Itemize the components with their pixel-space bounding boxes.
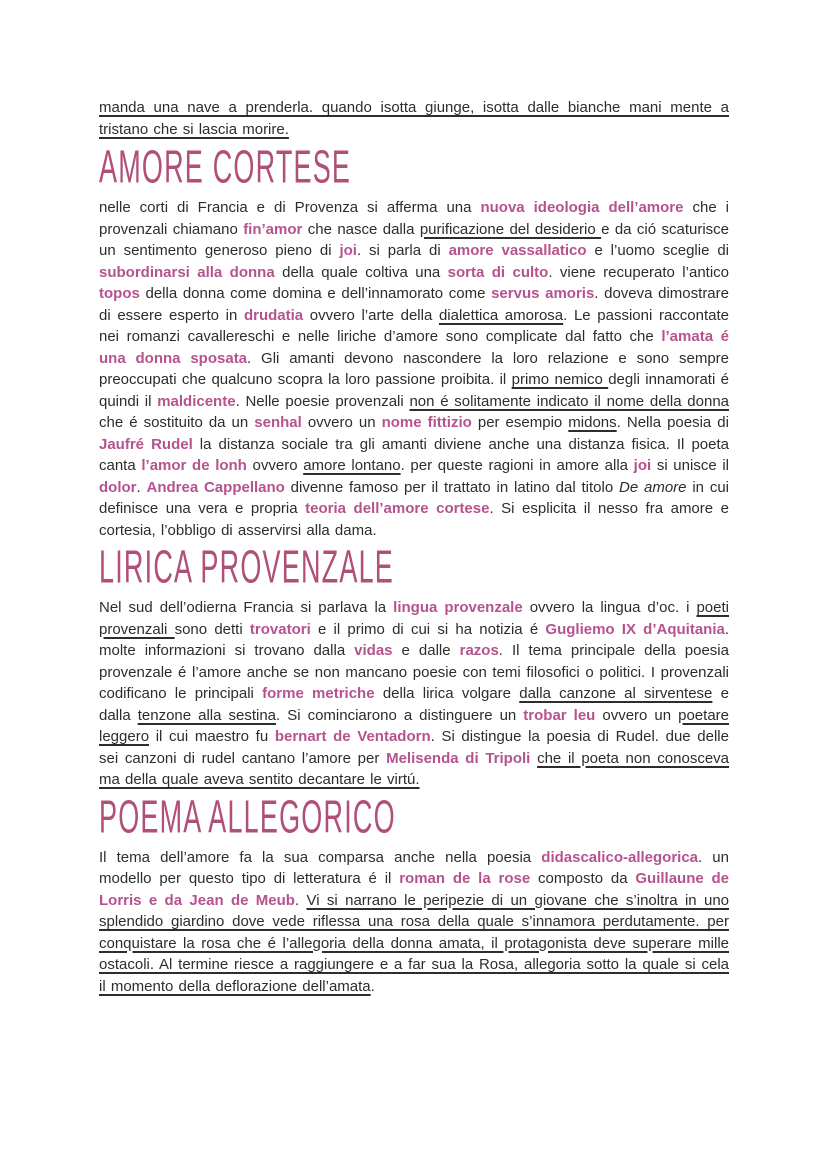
text-segment: . Si cominciarono a distinguere un: [276, 706, 524, 724]
text-segment: Melisenda di Tripoli: [386, 749, 531, 767]
text-segment: . doveva dimostrare di essere esperto in: [99, 285, 729, 324]
text-segment: e dalla: [99, 685, 729, 724]
section-heading: [99, 539, 729, 593]
text-segment: .: [294, 891, 307, 909]
text-segment: lingua provenzale: [393, 599, 523, 616]
text-segment: drudatia: [243, 306, 304, 324]
text-segment: Nel sud dell’odierna Francia si parlava la: [99, 599, 394, 616]
section-heading-text: LIRICA PROVENZALE: [99, 539, 394, 593]
text-segment: trobar leu: [523, 706, 596, 724]
text-segment: la distanza sociale tra gli amanti diviene anche una distanza fisica. Il poeta canta: [99, 435, 729, 474]
text-segment: . Si distingue la poesia di Rudel. due delle sei canzoni di rudel cantano l’amore per: [99, 728, 729, 767]
text-segment: e da ció scaturisce un sentimento generoso pieno di: [99, 220, 729, 259]
text-segment: subordinarsi alla donna: [99, 263, 275, 281]
section-poema-allegorico: [99, 789, 730, 998]
text-segment: maldicente: [157, 392, 236, 410]
text-segment: che il poeta non conosceva ma della quale aveva sentito decantare le virtú.: [99, 749, 729, 788]
text-segment: dalla canzone al sirventese: [519, 685, 713, 702]
text-segment: per esempio: [471, 414, 569, 431]
text-segment: della donna come domina e dell’innamorato come: [139, 285, 492, 302]
text-segment: . un modello per questo tipo di letteratura é il: [99, 848, 729, 887]
text-segment: ovvero: [246, 457, 304, 474]
text-segment: composto da: [530, 870, 636, 887]
text-segment: l’amata é una donna sposata: [99, 328, 729, 367]
text-segment: sorta di culto: [447, 263, 549, 281]
section-heading: [99, 789, 729, 843]
text-segment: nome fittizio: [381, 414, 472, 431]
text-segment: vidas: [354, 642, 393, 659]
text-segment: .: [370, 977, 375, 995]
text-segment: joi: [339, 242, 357, 259]
text-segment: Guillaune de Lorris e da Jean de Meub: [99, 870, 730, 909]
text-segment: sono detti: [174, 620, 250, 638]
section-paragraph: [99, 597, 729, 791]
text-segment: della quale coltiva una: [274, 263, 448, 281]
text-segment: il cui maestro fu: [149, 728, 275, 745]
text-segment: primo nemico: [511, 371, 609, 388]
text-segment: midons: [568, 414, 617, 431]
text-segment: dolor: [99, 478, 137, 496]
text-segment: . si parla di: [356, 242, 449, 259]
text-segment: poeti provenzali: [99, 599, 729, 638]
text-segment: tenzone alla sestina: [137, 706, 277, 724]
text-segment: . Il tema principale della poesia provenzale é l’amore anche se non mancano poesie con temi filosofici o politici. I provenzali codificano le principali: [99, 642, 729, 702]
text-segment: che é sostituito da un: [99, 414, 255, 431]
text-segment: ovvero un: [301, 414, 382, 431]
text-segment: roman de la rose: [399, 870, 531, 887]
section-paragraph: [99, 197, 729, 541]
text-segment: manda una nave a prenderla. quando isotta giunge, isotta dalle bianche mani mente a tristano che si lascia morire.: [99, 99, 729, 138]
section-heading-text: AMORE CORTESE: [99, 139, 352, 193]
text-segment: forme metriche: [262, 685, 375, 702]
text-segment: Jaufré Rudel: [99, 435, 193, 453]
text-segment: fin’amor: [243, 220, 303, 238]
text-segment: che nasce dalla: [302, 220, 420, 238]
text-segment: si unisce il: [651, 457, 729, 474]
text-segment: l’amor de lonh: [141, 457, 247, 474]
section-heading-text: POEMA ALLEGORICO: [99, 789, 396, 843]
text-segment: amore lontano: [303, 457, 401, 474]
text-segment: in cui definisce una vera e propria: [99, 478, 729, 517]
text-segment: Il tema dell’amore fa la sua comparsa anche nella poesia: [99, 848, 542, 866]
text-segment: . Nella poesia di: [616, 414, 729, 431]
text-segment: bernart de Ventadorn: [274, 728, 431, 745]
text-segment: . viene recuperato l’antico: [548, 263, 729, 281]
text-segment: senhal: [254, 414, 302, 431]
text-segment: degli innamorati é quindi il: [99, 371, 729, 410]
text-segment: ovvero la lingua d’oc. i: [522, 599, 697, 616]
text-segment: che i provenzali chiamano: [99, 199, 729, 238]
section-paragraph: [99, 847, 729, 998]
text-segment: servus amoris: [491, 285, 595, 302]
text-segment: topos: [99, 285, 140, 302]
text-segment: e l’uomo sceglie di: [586, 242, 730, 259]
text-segment: ovvero l’arte della: [303, 306, 439, 324]
text-segment: non é solitamente indicato il nome della donna: [409, 392, 729, 410]
text-segment: divenne famoso per il trattato in latino dal titolo: [284, 478, 619, 496]
section-heading: [99, 139, 729, 193]
text-segment: . Le passioni raccontate nei romanzi cavallereschi e nelle liriche d’amore sono complicate dal fatto che: [99, 306, 730, 345]
text-segment: ovvero un: [595, 706, 679, 724]
text-segment: Gugliemo IX d’Aquitania: [545, 620, 725, 638]
text-segment: joi: [633, 457, 652, 474]
text-segment: amore vassallatico: [448, 242, 587, 259]
text-segment: . Si esplicita il nesso fra amore e cortesia, l’obbligo di asservirsi alla dama.: [99, 500, 729, 539]
intro-paragraph: [99, 97, 729, 140]
text-segment: . molte informazioni si trovano dalla: [99, 620, 730, 659]
text-segment: purificazione del desiderio: [419, 220, 602, 238]
text-segment: nelle corti di Francia e di Provenza si afferma una: [99, 199, 481, 216]
section-lirica-provenzale: [99, 539, 730, 791]
text-segment: nuova ideologia dell’amore: [480, 199, 684, 216]
text-segment: didascalico-allegorica: [541, 848, 699, 866]
section-amore-cortese: [99, 139, 730, 541]
text-segment: .: [136, 478, 147, 496]
text-segment: della lirica volgare: [374, 685, 520, 702]
text-segment: poetare leggero: [99, 706, 729, 745]
text-segment: De amore: [619, 478, 687, 496]
text-segment: dialettica amorosa: [438, 306, 564, 324]
text-segment: trovatori: [249, 620, 311, 638]
text-segment: Andrea Cappellano: [146, 478, 285, 496]
text-segment: razos: [459, 642, 499, 659]
text-segment: Vi si narrano le peripezie di un giovane che s’inoltra in uno splendido giardino dove vede riflessa una rosa della quale s’innamora perdutamente. per conquistare la rosa che é l’allegoria della donna amata, il protagonista deve superare mille ostacoli. Al termine riesce a raggiungere e a far sua la Rosa, allegoria sotto la quale si cela il momento della deflorazione dell’amata: [99, 891, 730, 995]
text-segment: . Nelle poesie provenzali: [235, 392, 410, 410]
text-segment: e dalle: [392, 642, 460, 659]
text-segment: teoria dell’amore cortese: [305, 500, 490, 517]
text-segment: e il primo di cui si ha notizia é: [310, 620, 546, 638]
text-segment: . Gli amanti devono nascondere la loro relazione e sono sempre preoccupati che qualcuno scopra la loro passione proibita. il: [99, 349, 729, 388]
text-segment: . per queste ragioni in amore alla: [400, 457, 634, 474]
